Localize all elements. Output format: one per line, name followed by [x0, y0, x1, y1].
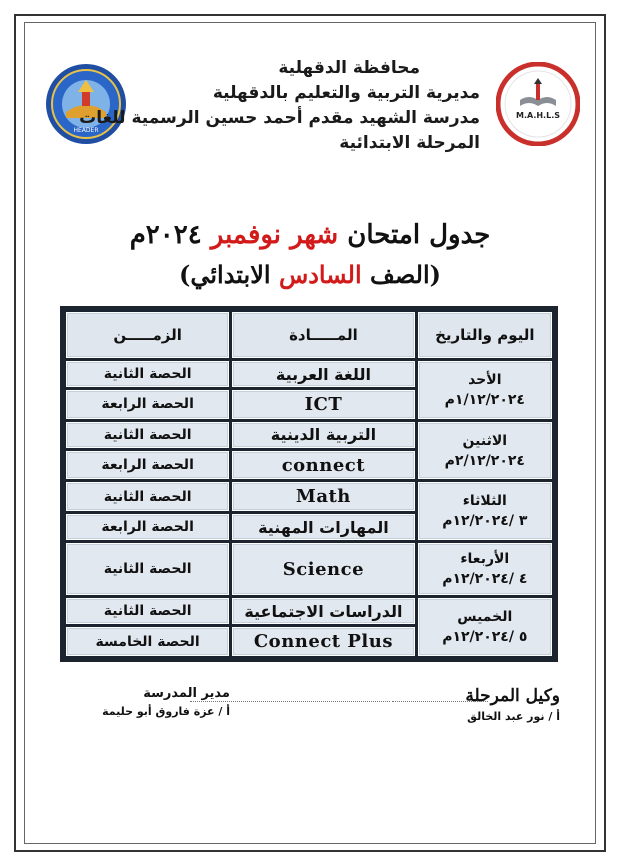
deputy-name: أ / نور عبد الخالق: [467, 710, 560, 723]
schedule-table-frame: [60, 306, 558, 662]
header-time: الزمـــــن: [66, 312, 229, 358]
table-row: [66, 482, 552, 511]
principal-signature: [70, 686, 230, 718]
time-cell: الحصة الثانية: [66, 543, 229, 595]
title-month: شهر نوفمبر: [210, 220, 339, 250]
mahls-logo: [496, 62, 580, 146]
day-date: ٢/١٢/٢٠٢٤م: [444, 452, 525, 469]
day-date: ١/١٢/٢٠٢٤م: [444, 391, 525, 408]
subtitle-grade: السادس: [278, 260, 362, 289]
table-row: [66, 422, 552, 448]
day-name: الأحد: [468, 371, 502, 388]
day-name: الاثنين: [462, 432, 508, 449]
governorate-line: محافظة الدقهلية: [278, 58, 420, 78]
day-cell: [418, 422, 552, 480]
school-emblem-logo: [44, 62, 128, 146]
table-row: [66, 361, 552, 387]
deputy-dotted-line: [392, 701, 488, 702]
principal-title: مدير المدرسة: [143, 686, 230, 701]
stage-line: المرحلة الابتدائية: [339, 133, 480, 153]
day-date: ٤ /١٢/٢٠٢٤م: [442, 571, 528, 588]
subject-cell: الدراسات الاجتماعية: [232, 598, 414, 624]
subject-cell: التربية الدينية: [232, 422, 414, 448]
subject-cell: المهارات المهنية: [232, 514, 414, 540]
header-day-date: اليوم والتاريخ: [418, 312, 552, 358]
time-cell: الحصة الثانية: [66, 482, 229, 511]
day-name: الأربعاء: [460, 551, 510, 568]
schedule-table: [63, 309, 555, 659]
time-cell: الحصة الثانية: [66, 598, 229, 624]
table-row: [66, 543, 552, 595]
stage-deputy-signature: [392, 686, 560, 723]
time-cell: الحصة الخامسة: [66, 627, 229, 656]
time-cell: الحصة الرابعة: [66, 390, 229, 419]
time-cell: الحصة الثانية: [66, 361, 229, 387]
subject-cell: Science: [232, 543, 414, 595]
deputy-title: وكيل المرحلة: [465, 686, 560, 706]
school-name-line: مدرسة الشهيد مقدم أحمد حسين الرسمية للغات: [79, 108, 480, 128]
subtitle-part3: الابتدائي): [179, 260, 279, 289]
day-cell: [418, 361, 552, 419]
day-date: ٣ /١٢/٢٠٢٤م: [442, 513, 528, 530]
directorate-line: مديرية التربية والتعليم بالدقهلية: [212, 83, 480, 103]
exam-schedule-title: [0, 220, 620, 250]
subject-cell: اللغة العربية: [232, 361, 414, 387]
principal-name: أ / عزة فاروق أبو حليمة: [102, 705, 230, 718]
logo-left-mid-text: HEADER: [73, 127, 99, 134]
day-cell: [418, 598, 552, 656]
day-cell: [418, 543, 552, 595]
title-part1: جدول امتحان: [338, 220, 491, 250]
subject-cell: Connect Plus: [232, 627, 414, 656]
title-year: ٢٠٢٤م: [129, 220, 211, 250]
subject-cell: ICT: [232, 390, 414, 419]
principal-dotted-line: [190, 701, 390, 702]
day-name: الخميس: [457, 609, 513, 626]
day-cell: [418, 482, 552, 540]
day-date: ٥ /١٢/٢٠٢٤م: [442, 629, 528, 646]
table-row: [66, 598, 552, 624]
logo-right-text: M.A.H.L.S: [515, 111, 561, 120]
subject-cell: connect: [232, 451, 414, 480]
subtitle-part1: (الصف: [361, 260, 441, 289]
grade-subtitle: [0, 260, 620, 289]
time-cell: الحصة الرابعة: [66, 451, 229, 480]
time-cell: الحصة الثانية: [66, 422, 229, 448]
header-subject: المـــــادة: [232, 312, 414, 358]
table-header-row: [66, 312, 552, 358]
day-name: الثلاثاء: [462, 493, 507, 510]
subject-cell: Math: [232, 482, 414, 511]
time-cell: الحصة الرابعة: [66, 514, 229, 540]
